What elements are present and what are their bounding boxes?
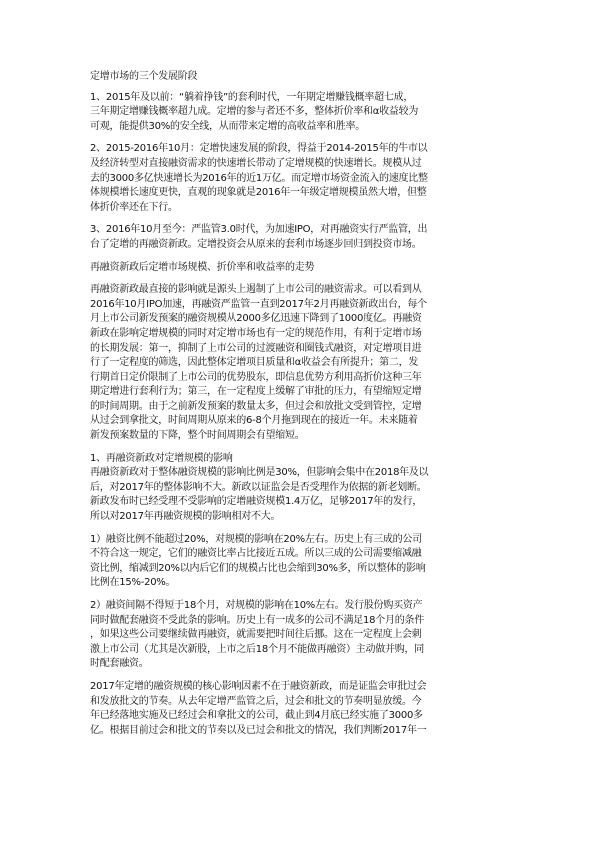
text-line: 2017年定增的融资规模的核心影响因素不在于融资新政，而是证监会审批过会 [90,680,427,692]
text-line: 1、再融资新政对定增规模的影响 [90,452,233,464]
trend-body-paragraph [90,283,507,444]
text-line: 去的3000多亿快速增长为2016年的近1万亿。而定增市场资金流入的速度比整 [90,172,428,184]
impact-1-paragraph [90,533,507,591]
text-line: 月上市公司新发预案的融资规模从2000多亿迅速下降到了1000度亿。再融资 [90,313,422,325]
text-line: 1）融资比例不能超过20%，对规模的影响在20%左右。历史上有三成的公司 [90,533,422,545]
text-line: 新发预案数量的下降，整个时间周期会有望缩短。 [90,430,305,442]
text-line: 再融资新政后定增市场规模、折价率和收益率的走势 [90,261,315,273]
text-line: 从过会到拿批文，时间周期从原来的6-8个月拖到现在的接近一年。未来随着 [90,415,418,427]
text-line: 亿。根据目前过会和批文的节奏以及已过会和批文的情况，我们判断2017年一 [90,724,427,736]
text-line: 可观，能提供30%的安全线，从而带来定增的高收益率和胜率。 [90,120,365,132]
stage-2-paragraph [90,142,507,215]
text-line: 激上市公司（尤其是次新股，上市之后18个月不能做再融资）主动做并购，同 [90,643,424,655]
text-line: ，如果这些公司要继续做再融资，就需要把时间往后挪。这在一定程度上会刺 [90,629,422,641]
impact-section-paragraph [90,452,507,525]
text-line: 时配套融资。 [90,658,149,670]
text-line: 年已经落地实施及已经过会和拿批文的公司，截止到4月底已经实施了3000多 [90,710,423,722]
text-line: 体规模增长速度更快，直观的现象就是2016年一年级定增规模虽然大增，但整 [90,187,427,199]
stages-title-paragraph [90,70,507,85]
text-line: 再融资新政最直接的影响就是源头上遏制了上市公司的融资需求。可以看到从 [90,284,422,296]
text-line: 行期首日定价限制了上市公司的优势股东，即信息优势方利用高折价这种三年 [90,371,422,383]
text-line: 和发放批文的节奏。从去年定增严监管之后，过会和批文的节奏明显放缓。今 [90,695,422,707]
text-line: 三年期定增赚钱概率超九成。定增的参与者还不多，整体折价率和α收益较为 [90,106,419,118]
text-line: 资比例，缩减到20%以内后它们的规模占比也会缩到30%多，所以整体的影响 [90,562,426,574]
text-line: 的长期发展：第一，抑制了上市公司的过渡融资和圈钱式融资，对定增项目进 [90,342,422,354]
text-line: 2）融资间隔不得短于18个月，对规模的影响在10%左右。发行股份购买资产 [90,600,423,611]
trend-title-paragraph [90,261,507,276]
core-factor-paragraph [90,680,507,738]
text-line: 的时间周期。由于之前新发预案的数量太多，但过会和放批文受到管控，定增 [90,400,422,412]
text-line: 行了一定程度的筛选，因此整体定增项目质量和α收益会有所提升；第二，发 [90,357,419,369]
stage-1-paragraph [90,91,507,135]
text-line: 再融资新政对于整体融资规模的影响比例是30%，但影响会集中在2018年及以 [90,467,429,479]
text-line: 定增市场的三个发展阶段 [90,71,198,82]
text-line: 所以对2017年再融资规模的影响相对不大。 [90,511,281,523]
text-line: 体折价率还在下行。 [90,201,178,213]
text-line: 及经济转型对直接融资需求的快速增长带动了定增规模的快速增长。规模从过 [90,157,422,169]
text-line: 比例在15%-20%。 [90,577,176,589]
text-line: 1、2015年及以前：“躺着挣钱”的套利时代，一年期定增赚钱概率超七成， [90,91,414,103]
text-line: 新政发布时已经受理不受影响的定增融资规模1.4万亿，足够2017年的发行， [90,496,423,508]
text-line: 同时做配套融资不受此条的影响。历史上有一成多的公司不满足18个月的条件 [90,614,424,626]
text-line: 不符合这一规定，它们的融资比率占比接近五成。所以三成的公司需要缩减融 [90,548,422,560]
text-line: 新政在影响定增规模的同时对定增市场也有一定的规范作用，有利于定增市场 [90,327,422,339]
text-line: 台了定增的再融资新政。定增投资会从原来的套利市场逐步回归到投资市场。 [90,238,422,250]
impact-2-paragraph [90,599,507,672]
text-line: 2016年10月IPO加速，再融资严监管一直到2017年2月再融资新政出台，每个 [90,298,427,310]
text-line: 2、2015-2016年10月：定增快速发展的阶段，得益于2014-2015年的牛市以 [90,143,428,155]
stage-3-paragraph [90,223,507,252]
text-line: 后，对2017年的整体影响不大。新政以证监会是否受理作为依据的新老划断。 [90,481,427,493]
text-line: 3、2016年10月至今：严监管3.0时代，为加速IPO，对再融资实行严监管，出 [90,224,428,236]
text-line: 期定增进行套利行为；第三，在一定程度上缓解了审批的压力，有望缩短定增 [90,386,422,398]
